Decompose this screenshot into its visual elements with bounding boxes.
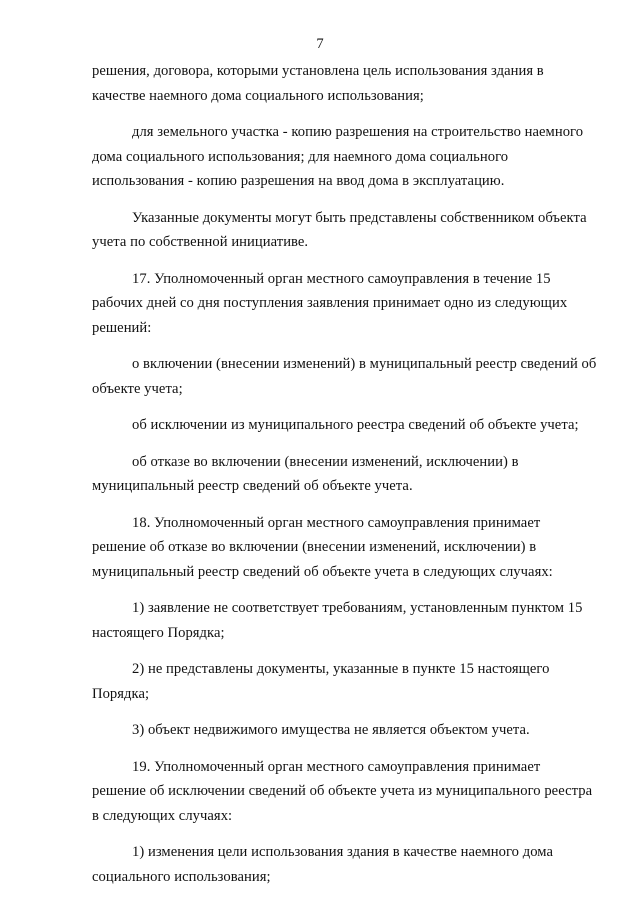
document-body [92,59,608,889]
text-line: Указанные документы могут быть представлены собственником объекта [132,209,587,226]
text-line: решения, договора, которыми установлена цель использования здания в [92,63,544,79]
paragraph [92,413,608,438]
text-line: муниципальный реестр сведений об объекте учета в следующих случаях: [92,563,553,580]
text-line: решение об исключении сведений об объекте учета из муниципального реестра [92,783,593,799]
text-line: в следующих случаях: [92,807,233,824]
text-line: об исключении из муниципального реестра сведений об объекте учета; [132,417,579,433]
text-line: настоящего Порядка; [92,624,225,641]
page-number: 7 [316,36,324,52]
text-line: решений: [92,319,152,336]
paragraph [92,206,608,255]
text-line: учета по собственной инициативе. [92,234,309,250]
text-line: использования - копию разрешения на ввод дома в эксплуатацию. [92,173,505,189]
paragraph [92,511,608,585]
text-line: 1) заявление не соответствует требованиям, установленным пунктом 15 [132,600,583,616]
paragraph [92,59,608,108]
paragraph [92,450,608,499]
text-line: объекте учета; [92,380,183,397]
text-line: решение об отказе во включении (внесении изменений, исключении) в [92,539,537,555]
paragraph [92,352,608,401]
paragraph [92,755,608,829]
text-line: Порядка; [92,685,150,702]
text-line: 2) не представлены документы, указанные в пункте 15 настоящего [132,661,550,677]
paragraph [92,120,608,194]
text-line: рабочих дней со дня поступления заявления принимает одно из следующих [92,295,568,311]
text-line: социального использования; [92,868,271,885]
text-line: 18. Уполномоченный орган местного самоуправления принимает [132,514,541,531]
text-line: 17. Уполномоченный орган местного самоуправления в течение 15 [132,270,551,287]
text-line: 3) объект недвижимого имущества не является объектом учета. [132,722,530,738]
paragraph [92,657,608,706]
text-line: об отказе во включении (внесении изменений, исключении) в [132,453,519,470]
paragraph [92,596,608,645]
text-line: муниципальный реестр сведений об объекте учета. [92,478,413,494]
justified-line [92,59,608,84]
text-line: 1) изменения цели использования здания в качестве наемного дома [132,844,553,860]
text-line: 19. Уполномоченный орган местного самоуправления принимает [132,758,541,775]
paragraph [92,267,608,341]
text-line: качестве наемного дома социального использования; [92,87,424,104]
paragraph [92,840,608,889]
text-line: для земельного участка - копию разрешения на строительство наемного [132,124,584,140]
text-line: дома социального использования; для наемного дома социального [92,148,509,165]
text-line: о включении (внесении изменений) в муниципальный реестр сведений об [132,356,597,372]
paragraph [92,718,608,743]
